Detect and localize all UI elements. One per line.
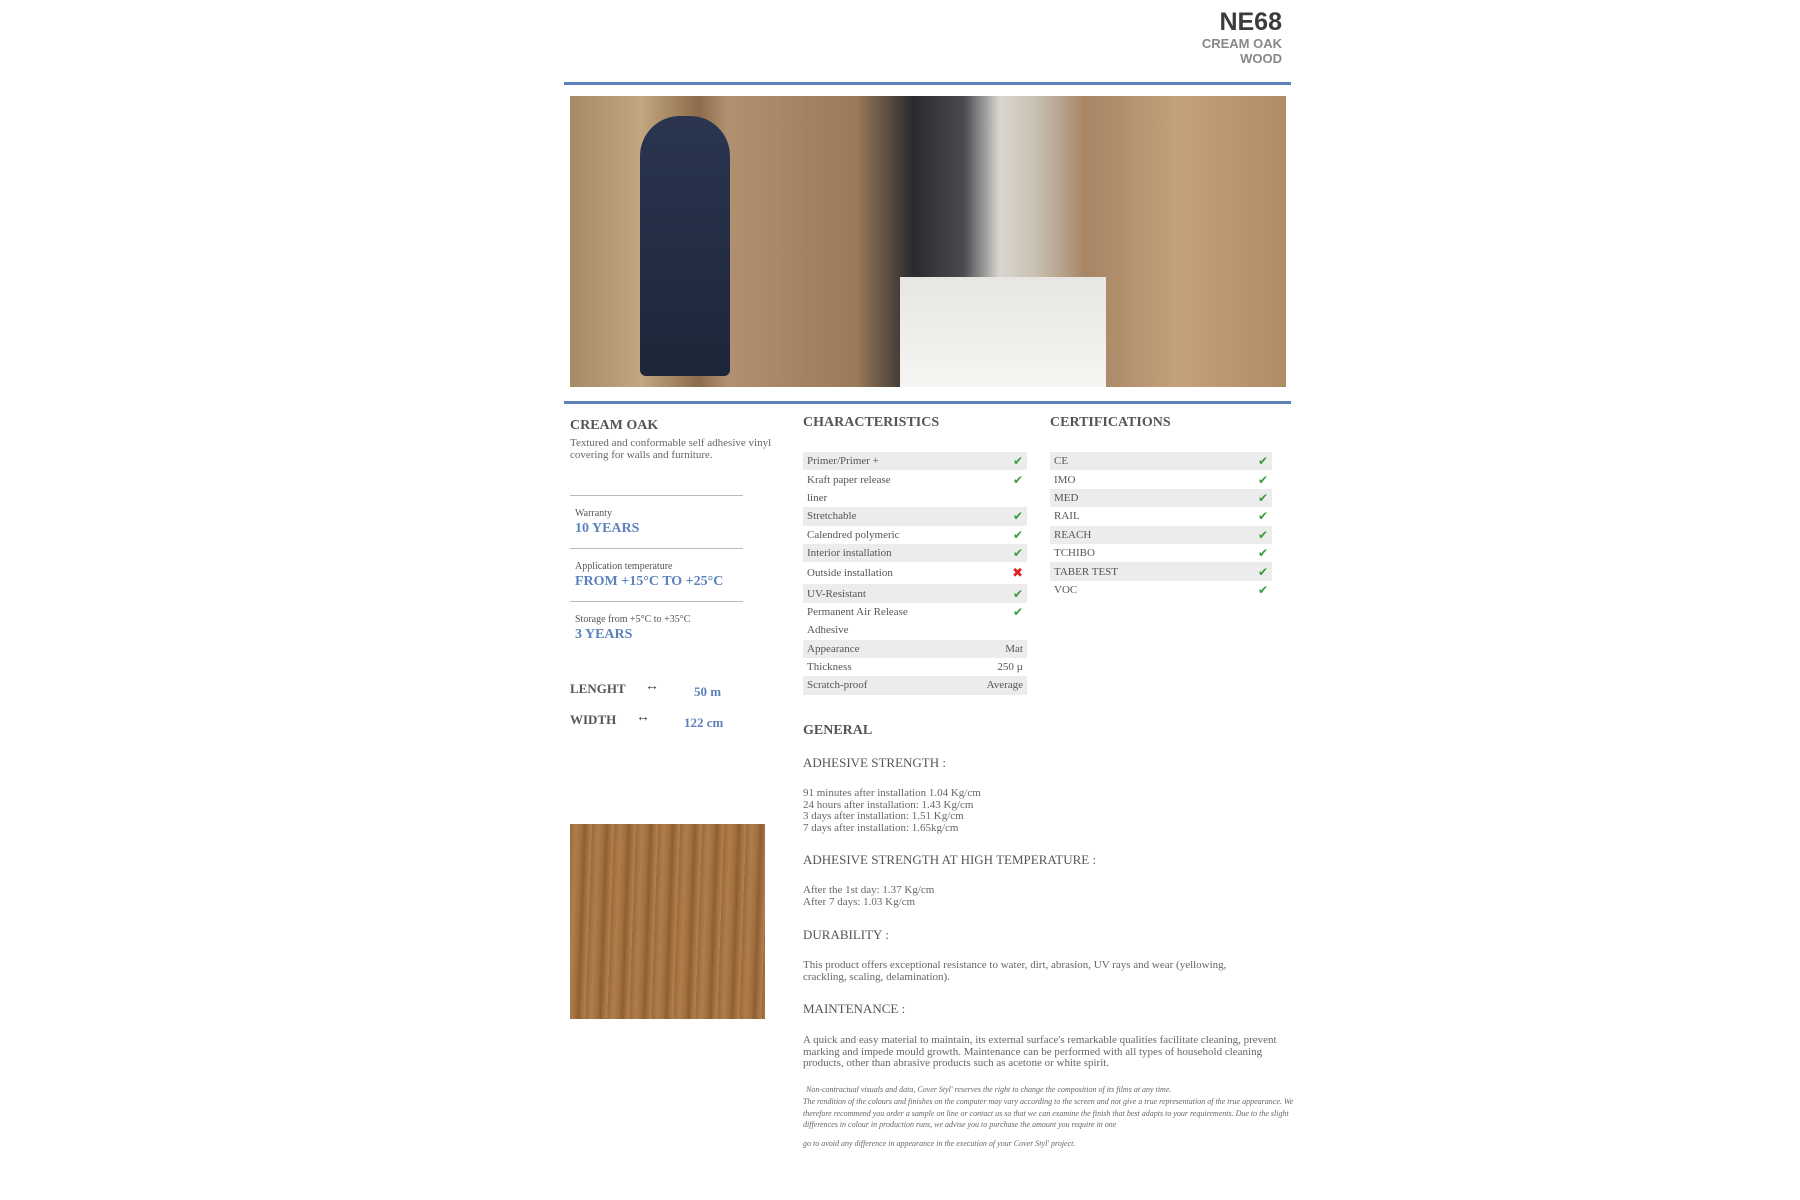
row-value: 250 µ: [997, 661, 1023, 674]
row-label: Adhesive: [807, 624, 849, 637]
divider: [570, 495, 743, 496]
maintenance-text: A quick and easy material to maintain, its external surface's remarkable qualities facilitate cleaning, prevent marking and impede mould growth. Maintenance can be performed with all types of household cleaning products, other than abrasive products such as acetone or white spirit.: [803, 1034, 1277, 1069]
check-icon: ✔: [1012, 546, 1023, 561]
row-label: IMO: [1054, 473, 1076, 486]
check-icon: ✔: [1257, 509, 1268, 524]
table-row: [1050, 544, 1272, 562]
table-row: [1050, 470, 1272, 488]
row-label: Appearance: [807, 642, 860, 655]
divider: [570, 601, 743, 602]
check-icon: ✔: [1257, 527, 1268, 542]
check-icon: ✔: [1012, 454, 1023, 469]
adhesive-line: 7 days after installation: 1.65kg/cm: [803, 821, 959, 834]
row-label: REACH: [1054, 528, 1092, 541]
disclaimer-line-1: Non-contractual visuals and data, Cover Styl' reserves the right to change the composition of its films at any time.: [806, 1085, 1172, 1094]
mannequin: [640, 116, 730, 376]
certifications-title: CERTIFICATIONS: [1050, 415, 1171, 430]
product-name: CREAM OAK: [570, 418, 659, 433]
storage-label: Storage from +5°C to +35°C: [575, 614, 691, 625]
adhesive-line: 3 days after installation: 1.51 Kg/cm: [803, 810, 964, 822]
width-value: 122 cm: [684, 715, 724, 730]
section-divider: [564, 401, 1291, 404]
table-row: [803, 584, 1027, 602]
check-icon: ✔: [1012, 604, 1023, 619]
row-label: Interior installation: [807, 547, 892, 560]
top-divider: [564, 82, 1291, 85]
row-value: Mat: [1005, 642, 1023, 655]
row-value: Average: [986, 679, 1023, 692]
table-row: [1050, 507, 1272, 525]
table-row: [803, 526, 1027, 544]
table-row: [803, 676, 1027, 694]
characteristics-table: [803, 452, 1027, 695]
row-label: Thickness: [807, 661, 852, 674]
wood-swatch: [570, 824, 765, 1019]
check-icon: ✔: [1257, 546, 1268, 561]
table-row: [803, 470, 1027, 488]
row-label: CE: [1054, 455, 1069, 468]
adhesive-strength-title: ADHESIVE STRENGTH :: [803, 755, 946, 770]
product-code: NE68: [1219, 8, 1282, 36]
row-label: TCHIBO: [1054, 547, 1095, 560]
product-subtitle-2: WOOD: [1240, 51, 1282, 66]
table-row: [803, 603, 1027, 621]
width-label: WIDTH: [570, 712, 617, 727]
certifications-table: [1050, 452, 1272, 599]
warranty-label: Warranty: [575, 508, 612, 519]
product-description: Textured and conformable self adhesive vinyl covering for walls and furniture.: [570, 437, 772, 461]
characteristics-title: CHARACTERISTICS: [803, 415, 940, 430]
table-row: [803, 544, 1027, 562]
table-row: [803, 452, 1027, 470]
row-label: MED: [1054, 491, 1079, 504]
row-label: UV-Resistant: [807, 587, 866, 600]
table-row: [803, 507, 1027, 525]
storage-value: 3 YEARS: [575, 627, 633, 642]
general-title: GENERAL: [803, 723, 873, 738]
durability-title: DURABILITY :: [803, 927, 889, 942]
row-label: TABER TEST: [1054, 565, 1119, 578]
application-temp-value: FROM +15°C TO +25°C: [575, 574, 724, 589]
disclaimer-line-3: go to avoid any difference in appearance in the execution of your Cover Styl' project.: [803, 1139, 1076, 1148]
high-temp-line: After 7 days: 1.03 Kg/cm: [803, 895, 916, 908]
double-arrow-icon: ↔: [645, 679, 659, 694]
adhesive-strength-list: [803, 788, 1293, 834]
table-row: [803, 640, 1027, 658]
disclaimer-line-2: The rendition of the colours and finishes on the computer may vary according to the screen and not give a true representation of the true appearance. We therefore recommend you order a sample on line or contact us so that we can examine the finish that best adapts to your requirements. Due to the slight differences in colour in production runs, we advise you to purchase the amount you require in one: [803, 1097, 1294, 1129]
row-label: Stretchable: [807, 510, 857, 523]
check-icon: ✔: [1012, 472, 1023, 487]
row-label: liner: [807, 491, 828, 504]
maintenance-title: MAINTENANCE :: [803, 1001, 906, 1016]
row-label: Calendred polymeric: [807, 528, 900, 541]
table-row: [803, 562, 1027, 584]
table-row: [1050, 452, 1272, 470]
application-temp-label: Application temperature: [575, 561, 673, 572]
check-icon: ✔: [1257, 490, 1268, 505]
table-row: [803, 489, 1027, 507]
cross-icon: ✖: [1012, 565, 1023, 581]
warranty-value: 10 YEARS: [575, 521, 640, 536]
table-row: [803, 621, 1027, 639]
row-label: Outside installation: [807, 567, 893, 580]
length-label: LENGHT: [570, 681, 626, 696]
row-label: Scratch-proof: [807, 679, 868, 692]
check-icon: ✔: [1257, 564, 1268, 579]
high-temp-title: ADHESIVE STRENGTH AT HIGH TEMPERATURE :: [803, 852, 1097, 867]
check-icon: ✔: [1257, 582, 1268, 597]
adhesive-line: 91 minutes after installation 1.04 Kg/cm: [803, 787, 981, 799]
adhesive-line: 24 hours after installation: 1.43 Kg/cm: [803, 798, 974, 811]
check-icon: ✔: [1012, 509, 1023, 524]
table-row: [1050, 562, 1272, 580]
check-icon: ✔: [1012, 586, 1023, 601]
row-label: Primer/Primer +: [807, 455, 879, 468]
durability-text: This product offers exceptional resistance to water, dirt, abrasion, UV rays and wear (yellowing, crackling, scaling, delamination).: [803, 959, 1227, 983]
row-label: Kraft paper release: [807, 473, 891, 486]
table-row: [1050, 581, 1272, 599]
check-icon: ✔: [1257, 454, 1268, 469]
showroom-photo: [570, 96, 1286, 387]
high-temp-list: [803, 885, 1293, 908]
row-label: VOC: [1054, 583, 1078, 596]
check-icon: ✔: [1012, 527, 1023, 542]
row-label: RAIL: [1054, 510, 1080, 523]
check-icon: ✔: [1257, 472, 1268, 487]
row-label: Permanent Air Release: [807, 605, 908, 618]
table-row: [1050, 489, 1272, 507]
divider: [570, 548, 743, 549]
product-subtitle-1: CREAM OAK: [1201, 36, 1282, 51]
length-value: 50 m: [694, 684, 722, 699]
product-header: [1202, 8, 1282, 66]
high-temp-line: After the 1st day: 1.37 Kg/cm: [803, 884, 935, 896]
table-row: [1050, 526, 1272, 544]
double-arrow-icon: ↔: [636, 710, 650, 725]
table-row: [803, 658, 1027, 676]
